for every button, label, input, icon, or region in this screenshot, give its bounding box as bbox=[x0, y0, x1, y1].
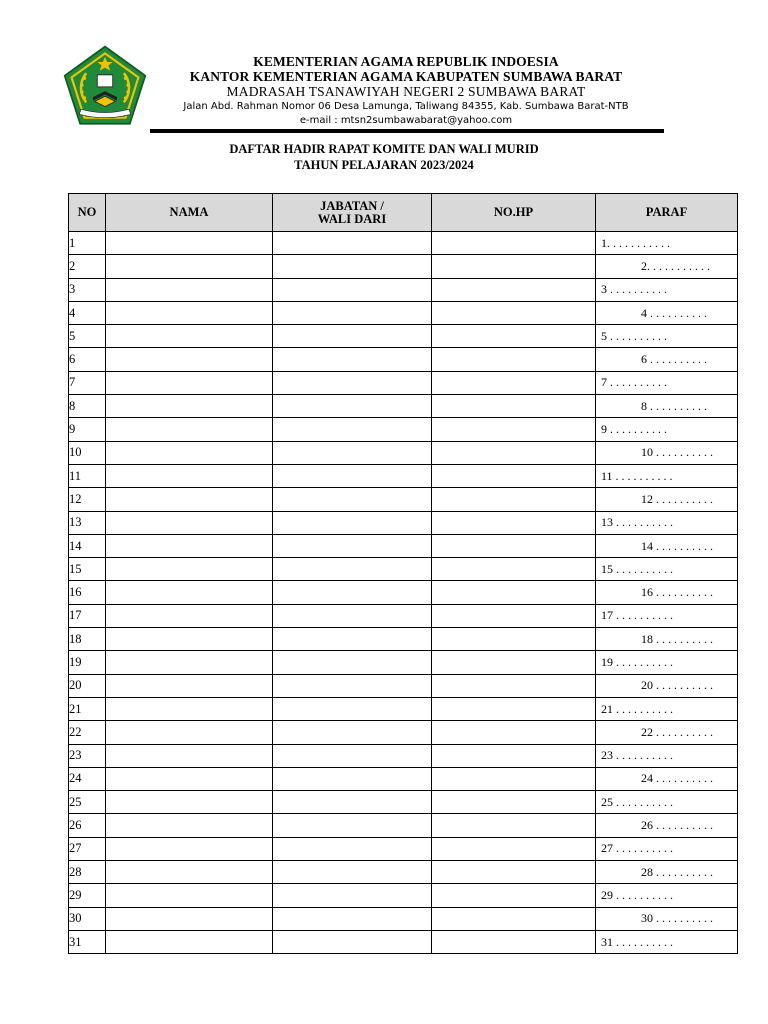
row-number: 1 bbox=[69, 232, 106, 255]
cell-paraf[interactable] bbox=[596, 255, 738, 278]
office-name: KANTOR KEMENTERIAN AGAMA KABUPATEN SUMBAWA BARAT bbox=[189, 69, 623, 84]
paraf-signature-line: 13 . . . . . . . . . . bbox=[601, 515, 673, 530]
cell-paraf[interactable] bbox=[596, 301, 738, 324]
cell-jabatan[interactable] bbox=[273, 837, 432, 860]
table-row bbox=[69, 581, 738, 604]
cell-jabatan[interactable] bbox=[273, 861, 432, 884]
row-number: 10 bbox=[69, 441, 106, 464]
table-row bbox=[69, 814, 738, 837]
cell-jabatan[interactable] bbox=[273, 255, 432, 278]
table-row bbox=[69, 930, 738, 953]
table-row bbox=[69, 488, 738, 511]
cell-nohp[interactable] bbox=[432, 488, 596, 511]
paraf-signature-line: 4 . . . . . . . . . . bbox=[641, 305, 707, 320]
row-number: 31 bbox=[69, 930, 106, 953]
paraf-signature-line: 21 . . . . . . . . . . bbox=[601, 701, 673, 716]
cell-jabatan[interactable] bbox=[273, 814, 432, 837]
row-number: 25 bbox=[69, 791, 106, 814]
cell-jabatan[interactable] bbox=[273, 348, 432, 371]
paraf-signature-line: 29 . . . . . . . . . . bbox=[601, 887, 673, 902]
cell-nama[interactable] bbox=[106, 884, 273, 907]
cell-paraf[interactable] bbox=[596, 721, 738, 744]
cell-nohp[interactable] bbox=[432, 767, 596, 790]
cell-jabatan[interactable] bbox=[273, 371, 432, 394]
document-title-main: DAFTAR HADIR RAPAT KOMITE DAN WALI MURID bbox=[229, 142, 539, 156]
paraf-signature-line: 19 . . . . . . . . . . bbox=[601, 654, 673, 669]
row-number: 26 bbox=[69, 814, 106, 837]
paraf-signature-line: 10 . . . . . . . . . . bbox=[641, 445, 713, 460]
row-number: 19 bbox=[69, 651, 106, 674]
cell-paraf[interactable] bbox=[596, 744, 738, 767]
cell-jabatan[interactable] bbox=[273, 301, 432, 324]
column-header-jabatan-line1: JABATAN / bbox=[320, 198, 384, 213]
paraf-signature-line: 3 . . . . . . . . . . bbox=[601, 282, 667, 297]
paraf-signature-line: 7 . . . . . . . . . . bbox=[601, 375, 667, 390]
paraf-signature-line: 2. . . . . . . . . . . bbox=[641, 258, 710, 273]
table-row bbox=[69, 232, 738, 255]
cell-nama[interactable] bbox=[106, 628, 273, 651]
cell-nohp[interactable] bbox=[432, 884, 596, 907]
cell-jabatan[interactable] bbox=[273, 441, 432, 464]
table-row bbox=[69, 558, 738, 581]
paraf-signature-line: 25 . . . . . . . . . . bbox=[601, 794, 673, 809]
table-row bbox=[69, 604, 738, 627]
cell-paraf[interactable] bbox=[596, 907, 738, 930]
cell-nohp[interactable] bbox=[432, 325, 596, 348]
paraf-signature-line: 8 . . . . . . . . . . bbox=[641, 398, 707, 413]
cell-paraf[interactable] bbox=[596, 628, 738, 651]
cell-nohp[interactable] bbox=[432, 348, 596, 371]
paraf-signature-line: 5 . . . . . . . . . . bbox=[601, 328, 667, 343]
row-number: 21 bbox=[69, 697, 106, 720]
paraf-signature-line: 20 . . . . . . . . . . bbox=[641, 678, 713, 693]
cell-paraf[interactable] bbox=[596, 697, 738, 720]
cell-jabatan[interactable] bbox=[273, 232, 432, 255]
letterhead bbox=[0, 0, 768, 140]
table-row bbox=[69, 301, 738, 324]
paraf-signature-line: 26 . . . . . . . . . . bbox=[641, 818, 713, 833]
paraf-signature-line: 16 . . . . . . . . . . bbox=[641, 585, 713, 600]
row-number: 11 bbox=[69, 464, 106, 487]
row-number: 15 bbox=[69, 558, 106, 581]
cell-nama[interactable] bbox=[106, 511, 273, 534]
cell-nohp[interactable] bbox=[432, 721, 596, 744]
table-row bbox=[69, 511, 738, 534]
cell-paraf[interactable] bbox=[596, 558, 738, 581]
cell-paraf[interactable] bbox=[596, 674, 738, 697]
paraf-signature-line: 1. . . . . . . . . . . bbox=[601, 235, 670, 250]
paraf-signature-line: 27 . . . . . . . . . . bbox=[601, 841, 673, 856]
cell-nama[interactable] bbox=[106, 371, 273, 394]
paraf-signature-line: 12 . . . . . . . . . . bbox=[641, 491, 713, 506]
cell-jabatan[interactable] bbox=[273, 791, 432, 814]
cell-jabatan[interactable] bbox=[273, 651, 432, 674]
cell-nama[interactable] bbox=[106, 791, 273, 814]
cell-paraf[interactable] bbox=[596, 511, 738, 534]
cell-nama[interactable] bbox=[106, 441, 273, 464]
cell-nohp[interactable] bbox=[432, 371, 596, 394]
row-number: 30 bbox=[69, 907, 106, 930]
cell-nama[interactable] bbox=[106, 814, 273, 837]
attendance-table bbox=[68, 193, 738, 954]
cell-nama[interactable] bbox=[106, 744, 273, 767]
cell-nama[interactable] bbox=[106, 325, 273, 348]
table-row bbox=[69, 395, 738, 418]
cell-nama[interactable] bbox=[106, 488, 273, 511]
paraf-signature-line: 14 . . . . . . . . . . bbox=[641, 538, 713, 553]
cell-nohp[interactable] bbox=[432, 255, 596, 278]
cell-nohp[interactable] bbox=[432, 441, 596, 464]
document-title-year: TAHUN PELAJARAN 2023/2024 bbox=[294, 158, 474, 172]
cell-paraf[interactable] bbox=[596, 395, 738, 418]
cell-nohp[interactable] bbox=[432, 814, 596, 837]
cell-jabatan[interactable] bbox=[273, 488, 432, 511]
cell-jabatan[interactable] bbox=[273, 628, 432, 651]
cell-paraf[interactable] bbox=[596, 814, 738, 837]
row-number: 22 bbox=[69, 721, 106, 744]
cell-paraf[interactable] bbox=[596, 791, 738, 814]
cell-nama[interactable] bbox=[106, 930, 273, 953]
cell-nama[interactable] bbox=[106, 837, 273, 860]
cell-nohp[interactable] bbox=[432, 651, 596, 674]
cell-jabatan[interactable] bbox=[273, 930, 432, 953]
document-title bbox=[0, 141, 768, 173]
row-number: 27 bbox=[69, 837, 106, 860]
cell-nohp[interactable] bbox=[432, 697, 596, 720]
table-body bbox=[69, 232, 738, 954]
row-number: 7 bbox=[69, 371, 106, 394]
cell-paraf[interactable] bbox=[596, 232, 738, 255]
cell-paraf[interactable] bbox=[596, 441, 738, 464]
cell-nama[interactable] bbox=[106, 604, 273, 627]
table-row bbox=[69, 744, 738, 767]
row-number: 12 bbox=[69, 488, 106, 511]
cell-paraf[interactable] bbox=[596, 837, 738, 860]
cell-nohp[interactable] bbox=[432, 791, 596, 814]
letterhead-divider bbox=[150, 129, 664, 133]
cell-nohp[interactable] bbox=[432, 301, 596, 324]
column-header-no: NO bbox=[69, 194, 106, 232]
cell-nohp[interactable] bbox=[432, 418, 596, 441]
row-number: 6 bbox=[69, 348, 106, 371]
table-row bbox=[69, 441, 738, 464]
cell-nohp[interactable] bbox=[432, 581, 596, 604]
table-row bbox=[69, 418, 738, 441]
row-number: 28 bbox=[69, 861, 106, 884]
cell-jabatan[interactable] bbox=[273, 581, 432, 604]
table-row bbox=[69, 464, 738, 487]
school-name: MADRASAH TSANAWIYAH NEGERI 2 SUMBAWA BARAT bbox=[226, 84, 586, 99]
cell-jabatan[interactable] bbox=[273, 325, 432, 348]
cell-paraf[interactable] bbox=[596, 348, 738, 371]
cell-paraf[interactable] bbox=[596, 884, 738, 907]
cell-paraf[interactable] bbox=[596, 767, 738, 790]
row-number: 23 bbox=[69, 744, 106, 767]
row-number: 24 bbox=[69, 767, 106, 790]
cell-nohp[interactable] bbox=[432, 232, 596, 255]
cell-nohp[interactable] bbox=[432, 604, 596, 627]
cell-nohp[interactable] bbox=[432, 464, 596, 487]
cell-paraf[interactable] bbox=[596, 278, 738, 301]
cell-jabatan[interactable] bbox=[273, 534, 432, 557]
cell-nohp[interactable] bbox=[432, 744, 596, 767]
cell-nama[interactable] bbox=[106, 395, 273, 418]
kemenag-logo-icon bbox=[62, 44, 148, 128]
paraf-signature-line: 17 . . . . . . . . . . bbox=[601, 608, 673, 623]
cell-paraf[interactable] bbox=[596, 604, 738, 627]
table-row bbox=[69, 278, 738, 301]
cell-nama[interactable] bbox=[106, 697, 273, 720]
cell-jabatan[interactable] bbox=[273, 907, 432, 930]
row-number: 3 bbox=[69, 278, 106, 301]
cell-nama[interactable] bbox=[106, 301, 273, 324]
cell-nama[interactable] bbox=[106, 534, 273, 557]
cell-jabatan[interactable] bbox=[273, 721, 432, 744]
cell-nama[interactable] bbox=[106, 721, 273, 744]
cell-nohp[interactable] bbox=[432, 930, 596, 953]
cell-jabatan[interactable] bbox=[273, 418, 432, 441]
table-row bbox=[69, 534, 738, 557]
cell-nohp[interactable] bbox=[432, 511, 596, 534]
cell-paraf[interactable] bbox=[596, 581, 738, 604]
table-row bbox=[69, 325, 738, 348]
paraf-signature-line: 9 . . . . . . . . . . bbox=[601, 422, 667, 437]
cell-nama[interactable] bbox=[106, 651, 273, 674]
cell-nohp[interactable] bbox=[432, 861, 596, 884]
cell-nama[interactable] bbox=[106, 674, 273, 697]
paraf-signature-line: 30 . . . . . . . . . . bbox=[641, 911, 713, 926]
school-address: Jalan Abd. Rahman Nomor 06 Desa Lamunga, Taliwang 84355, Kab. Sumbawa Barat-NTB bbox=[183, 101, 629, 112]
row-number: 4 bbox=[69, 301, 106, 324]
cell-paraf[interactable] bbox=[596, 651, 738, 674]
cell-paraf[interactable] bbox=[596, 534, 738, 557]
cell-nohp[interactable] bbox=[432, 907, 596, 930]
column-header-paraf: PARAF bbox=[596, 194, 738, 232]
row-number: 18 bbox=[69, 628, 106, 651]
row-number: 13 bbox=[69, 511, 106, 534]
cell-jabatan[interactable] bbox=[273, 511, 432, 534]
cell-paraf[interactable] bbox=[596, 488, 738, 511]
table-row bbox=[69, 371, 738, 394]
column-header-jabatan bbox=[273, 194, 432, 232]
row-number: 16 bbox=[69, 581, 106, 604]
row-number: 29 bbox=[69, 884, 106, 907]
cell-jabatan[interactable] bbox=[273, 604, 432, 627]
cell-nama[interactable] bbox=[106, 581, 273, 604]
cell-paraf[interactable] bbox=[596, 464, 738, 487]
cell-paraf[interactable] bbox=[596, 930, 738, 953]
cell-nama[interactable] bbox=[106, 255, 273, 278]
table-row bbox=[69, 348, 738, 371]
table-row bbox=[69, 697, 738, 720]
cell-jabatan[interactable] bbox=[273, 767, 432, 790]
column-header-nama: NAMA bbox=[106, 194, 273, 232]
row-number: 8 bbox=[69, 395, 106, 418]
paraf-signature-line: 28 . . . . . . . . . . bbox=[641, 864, 713, 879]
cell-jabatan[interactable] bbox=[273, 278, 432, 301]
school-email: e-mail : mtsn2sumbawabarat@yahoo.com bbox=[299, 115, 513, 126]
cell-nohp[interactable] bbox=[432, 628, 596, 651]
cell-nama[interactable] bbox=[106, 418, 273, 441]
cell-jabatan[interactable] bbox=[273, 884, 432, 907]
row-number: 5 bbox=[69, 325, 106, 348]
table-row bbox=[69, 861, 738, 884]
cell-jabatan[interactable] bbox=[273, 744, 432, 767]
table-row bbox=[69, 651, 738, 674]
cell-nama[interactable] bbox=[106, 907, 273, 930]
paraf-signature-line: 23 . . . . . . . . . . bbox=[601, 748, 673, 763]
cell-nohp[interactable] bbox=[432, 395, 596, 418]
table-row bbox=[69, 628, 738, 651]
paraf-signature-line: 15 . . . . . . . . . . bbox=[601, 561, 673, 576]
cell-jabatan[interactable] bbox=[273, 674, 432, 697]
cell-nohp[interactable] bbox=[432, 558, 596, 581]
cell-nohp[interactable] bbox=[432, 534, 596, 557]
table-row bbox=[69, 721, 738, 744]
table-row bbox=[69, 767, 738, 790]
cell-nama[interactable] bbox=[106, 348, 273, 371]
table-row bbox=[69, 907, 738, 930]
table-row bbox=[69, 674, 738, 697]
cell-paraf[interactable] bbox=[596, 418, 738, 441]
cell-jabatan[interactable] bbox=[273, 464, 432, 487]
cell-paraf[interactable] bbox=[596, 371, 738, 394]
paraf-signature-line: 6 . . . . . . . . . . bbox=[641, 352, 707, 367]
cell-nohp[interactable] bbox=[432, 837, 596, 860]
cell-nama[interactable] bbox=[106, 861, 273, 884]
cell-nama[interactable] bbox=[106, 558, 273, 581]
cell-nohp[interactable] bbox=[432, 674, 596, 697]
paraf-signature-line: 22 . . . . . . . . . . bbox=[641, 724, 713, 739]
ministry-name: KEMENTERIAN AGAMA REPUBLIK INDOESIA bbox=[253, 54, 559, 69]
cell-jabatan[interactable] bbox=[273, 558, 432, 581]
table-row bbox=[69, 255, 738, 278]
cell-nohp[interactable] bbox=[432, 278, 596, 301]
paraf-signature-line: 31 . . . . . . . . . . bbox=[601, 934, 673, 949]
cell-nama[interactable] bbox=[106, 278, 273, 301]
table-row bbox=[69, 884, 738, 907]
row-number: 14 bbox=[69, 534, 106, 557]
cell-nama[interactable] bbox=[106, 232, 273, 255]
cell-jabatan[interactable] bbox=[273, 395, 432, 418]
table-row bbox=[69, 791, 738, 814]
row-number: 2 bbox=[69, 255, 106, 278]
cell-jabatan[interactable] bbox=[273, 697, 432, 720]
cell-nama[interactable] bbox=[106, 767, 273, 790]
paraf-signature-line: 24 . . . . . . . . . . bbox=[641, 771, 713, 786]
cell-paraf[interactable] bbox=[596, 861, 738, 884]
paraf-signature-line: 11 . . . . . . . . . . bbox=[601, 468, 673, 483]
table-row bbox=[69, 837, 738, 860]
paraf-signature-line: 18 . . . . . . . . . . bbox=[641, 631, 713, 646]
cell-paraf[interactable] bbox=[596, 325, 738, 348]
column-header-jabatan-line2: WALI DARI bbox=[317, 211, 387, 226]
row-number: 17 bbox=[69, 604, 106, 627]
cell-nama[interactable] bbox=[106, 464, 273, 487]
table-header-row bbox=[69, 194, 738, 232]
row-number: 20 bbox=[69, 674, 106, 697]
row-number: 9 bbox=[69, 418, 106, 441]
column-header-nohp: NO.HP bbox=[432, 194, 596, 232]
